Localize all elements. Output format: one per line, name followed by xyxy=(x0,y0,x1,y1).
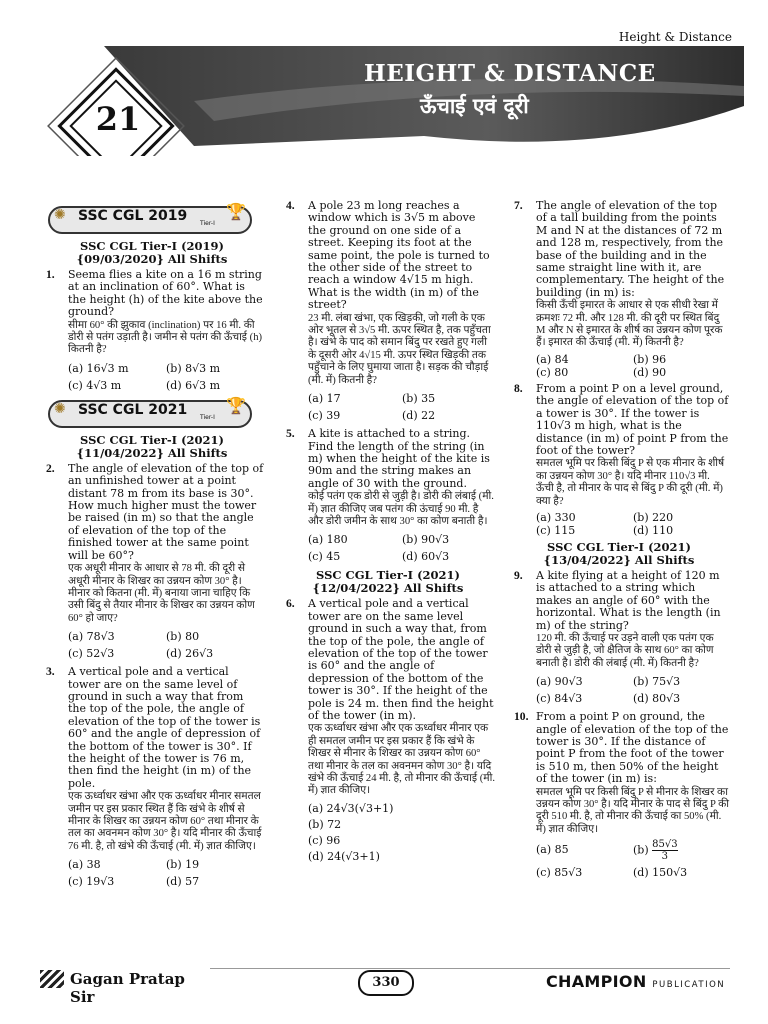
options xyxy=(536,673,730,707)
question-text-hi: किसी ऊँची इमारत के आधार से एक सीधी रेखा में क्रमशः 72 मी. और 128 मी. की दूरी पर स्थित बिंदु M और N से इमारत के शीर्ष का उन्नयन कोण पूरक हैं। इमारत की ऊँचाई (मी. में) कितनी है? xyxy=(536,300,723,349)
badge-label: SSC CGL 2019 xyxy=(78,208,188,224)
page-number: 330 xyxy=(358,970,414,996)
option-a: (a) 17 xyxy=(308,392,341,406)
option-b: (b) 72 xyxy=(308,817,342,831)
option-b: (b) 96 xyxy=(633,352,667,366)
question-text-hi: कोई पतंग एक डोरी से जुड़ी है। डोरी की लंबाई (मी. में) ज्ञात कीजिए जब पतंग की ऊंचाई 90 मी. है और डोरी जमीन के साथ 30° का कोण बनाती है। xyxy=(308,491,494,527)
option-c: (c) 115 xyxy=(536,523,576,537)
question-text-en: From a point P on a level ground, the angle of elevation of the top of a tower is 30°. If the tower is 110√3 m high, what is the distance (in m) of point P from the foot of the tower? xyxy=(536,381,729,457)
question-1 xyxy=(40,269,264,394)
question-text-en: A kite is attached to a string. Find the length of the string (in m) when the height of the kite is 90m and the string makes an angle of 30 with the ground. xyxy=(308,427,490,490)
option-b: (b) 8√3 m xyxy=(166,361,221,375)
question-3 xyxy=(40,666,264,890)
option-b: (b) 35 xyxy=(402,392,436,406)
options xyxy=(68,628,264,662)
column-1 xyxy=(40,200,264,894)
shift-heading: SSC CGL Tier-I (2021) {13/04/2022} All Shifts xyxy=(543,539,695,567)
question-10 xyxy=(508,711,730,884)
badge-tier: Tier-I xyxy=(200,220,215,227)
question-text-en: From a point P on ground, the angle of elevation of the top of the tower is 30°. If the distance of point P from the foot of the tower is 510 m, then 50% of the height of the tower (in m) is: xyxy=(536,710,729,786)
question-text-hi: 120 मी. की ऊँचाई पर उड़ने वाली एक पतंग एक डोरी से जुड़ी है, जो क्षैतिज के साथ 60° का कोण बनाती है। डोरी की लंबाई (मी. में) कितनी है? xyxy=(536,632,714,669)
option-c: (c) 96 xyxy=(308,833,341,847)
option-c: (c) 84√3 xyxy=(536,692,583,706)
question-text-en: A vertical pole and a vertical tower are on the same level ground in such a way that, from the top of the pole, the angle of elevation of the top of the tower is 60° and the angle of depression of the bottom of the tower is 30°. If the height of the pole is 24 m. then find the height of the tower (in m). xyxy=(308,597,494,722)
question-text-en: The angle of elevation of the top of a tall building from the points M and N at the distances of 72 m and 128 m, respectively, from the base of the building and in the same straight line with it, are complementary. The height of the building (in m) is: xyxy=(536,199,725,299)
option-a: (a) 16√3 m xyxy=(68,361,129,375)
question-text-en: A kite flying at a height of 120 m is attached to a string which makes an angle of 60° with the horizontal. What is the length (in m) of the string? xyxy=(536,568,721,632)
trophy-icon: 🏆 xyxy=(226,204,246,221)
question-number: 4. xyxy=(286,199,295,212)
question-text-hi: सीमा 60° की झुकाव (inclination) पर 16 मी. की डोरी से पतंग उड़ाती है। जमीन से पतंग की ऊँचाई (h) कितनी है? xyxy=(68,319,263,356)
question-number: 3. xyxy=(46,665,55,679)
publisher-sub: PUBLICATION xyxy=(652,980,726,990)
question-text-en: Seema flies a kite on a 16 m string at an inclination of 60°. What is the height (h) of the kite above the ground? xyxy=(68,268,263,319)
chapter-title-hi: ऊँचाई एवं दूरी xyxy=(420,94,529,118)
seal-icon: ✺ xyxy=(54,208,66,223)
option-a: (a) 180 xyxy=(308,533,348,547)
option-a: (a) 330 xyxy=(536,510,576,524)
question-number: 2. xyxy=(46,461,55,475)
shift-heading: SSC CGL Tier-I (2019) {09/03/2020} All Shifts xyxy=(76,239,228,266)
options xyxy=(68,856,264,890)
option-a: (a) 90√3 xyxy=(536,675,583,689)
options xyxy=(536,839,730,884)
option-a: (a) 85 xyxy=(536,843,569,857)
question-4 xyxy=(280,200,496,424)
option-a: (a) 78√3 xyxy=(68,630,115,644)
option-c: (c) 39 xyxy=(308,409,341,423)
chapter-number: 21 xyxy=(95,100,141,138)
option-d: (d) 26√3 xyxy=(166,647,214,661)
option-b: (b) 90√3 xyxy=(402,533,450,547)
option-a: (a) 24√3(√3+1) xyxy=(308,801,394,815)
seal-icon: ✺ xyxy=(54,401,66,417)
option-b: (b) 75√3 xyxy=(633,675,681,689)
question-text-hi: एक ऊर्ध्वाधर खंभा और एक ऊर्ध्वाधर मीनार एक ही समतल जमीन पर इस प्रकार हैं कि खंभे के शिखर से मीनार के शिखर का उन्नयन कोण 60° तथा मीनार के तल का अवनमन कोण 30° है। यदि खंभे की ऊँचाई 24 मी. है, तो मीनार की ऊँचाई (मी. में) ज्ञात कीजिए। xyxy=(308,723,495,797)
option-a: (a) 38 xyxy=(68,858,101,872)
option-d: (d) 24(√3+1) xyxy=(308,849,380,863)
option-d: (d) 90 xyxy=(633,365,667,379)
option-b-label: (b) xyxy=(633,843,649,857)
question-number: 5. xyxy=(286,427,295,441)
question-number: 9. xyxy=(514,568,523,582)
publisher-name: CHAMPION xyxy=(546,972,647,991)
shift-heading: SSC CGL Tier-I (2021) {11/04/2022} All Shifts xyxy=(76,432,228,460)
option-d: (d) 22 xyxy=(402,409,436,423)
option-b-fraction xyxy=(652,839,677,862)
options xyxy=(308,531,496,565)
options xyxy=(308,801,496,865)
options xyxy=(308,390,496,424)
options xyxy=(536,511,730,537)
question-6 xyxy=(280,598,496,865)
question-number: 1. xyxy=(46,268,55,281)
question-2 xyxy=(40,463,264,662)
question-5 xyxy=(280,428,496,565)
question-8 xyxy=(508,383,730,537)
publisher-logo xyxy=(546,972,725,991)
question-text-en: A pole 23 m long reaches a window which is 3√5 m above the ground on one side of a street. Keeping its foot at the same point, the pole is turned to the other side of the street to reach a window 4√15 m high. What is the width (in m) of the street? xyxy=(308,199,490,312)
fraction-denominator: 3 xyxy=(661,851,669,863)
question-text-hi: एक अधूरी मीनार के आधार से 78 मी. की दूरी से अधूरी मीनार के शिखर का उन्नयन कोण 30° है। मीनार को कितना (मी. में) बनाया जाना चाहिए कि उसी बिंदु से तैयार मीनार के शिखर का उन्नयन कोण 60° हो जाए? xyxy=(68,563,255,624)
trophy-icon: 🏆 xyxy=(226,397,246,415)
option-d: (d) 110 xyxy=(633,523,674,537)
question-number: 10. xyxy=(514,710,529,724)
question-text-hi: समतल भूमि पर किसी बिंदु P से मीनार के शिखर का उन्नयन कोण 30° है। यदि मीनार के पाद से बिंदु P की दूरी 510 मी. है, तो मीनार की ऊँचाई का 50% (मी. में) ज्ञात कीजिए। xyxy=(536,786,730,835)
option-d: (d) 80√3 xyxy=(633,692,681,706)
badge-tier: Tier-I xyxy=(200,413,215,421)
option-b: (b) 220 xyxy=(633,510,674,524)
shift-heading: SSC CGL Tier-I (2021) {12/04/2022} All Shifts xyxy=(312,568,464,596)
option-d: (d) 57 xyxy=(166,875,200,889)
options xyxy=(68,360,264,394)
author-tag xyxy=(40,968,210,1006)
section-badge-cgl2021 xyxy=(40,398,264,428)
option-c: (c) 52√3 xyxy=(68,647,115,661)
option-d: (d) 6√3 m xyxy=(166,378,221,392)
badge-label: SSC CGL 2021 xyxy=(78,401,188,418)
option-d: (d) 150√3 xyxy=(633,866,688,880)
question-number: 6. xyxy=(286,597,295,611)
fraction-numerator: 85√3 xyxy=(652,839,678,851)
option-b xyxy=(633,839,730,862)
question-text-en: A vertical pole and a vertical tower are on the same level of ground in such a way that from the top of the pole, the angle of elevation of the top of the tower is 60° and the angle of depression of the bottom of the tower is 30°. If the height of the tower is 76 m, then find the height (in m) of the pole. xyxy=(68,665,261,790)
chapter-title-en: HEIGHT & DISTANCE xyxy=(364,60,656,87)
column-3 xyxy=(508,200,730,888)
question-text-hi: एक ऊर्ध्वाधर खंभा और एक ऊर्ध्वाधर मीनार समतल जमीन पर इस प्रकार स्थित हैं कि खंभे के शीर्ष से मीनार के शिखर का उन्नयन कोण 60° तथा मीनार के तल का अवनमन कोण 30° है। यदि मीनार की ऊँचाई 76 मी. है, तो खंभे की ऊँचाई (मी. में) ज्ञात कीजिए। xyxy=(68,791,262,852)
question-9 xyxy=(508,570,730,707)
question-number: 7. xyxy=(514,199,523,212)
option-c: (c) 80 xyxy=(536,365,569,379)
section-badge-cgl2019 xyxy=(40,204,264,234)
option-c: (c) 45 xyxy=(308,550,341,564)
option-c: (c) 4√3 m xyxy=(68,378,122,392)
option-c: (c) 19√3 xyxy=(68,875,115,889)
question-text-hi: 23 मी. लंबा खंभा, एक खिड़की, जो गली के एक ओर भूतल से 3√5 मी. ऊपर स्थित है, तक पहुँचता है। खंभे के पाद को समान बिंदु पर रखते हुए गली के दूसरी ओर 4√15 मी. ऊपर स्थित खिड़की तक पहुँचाने के लिए घुमाया जाता है। सड़क की चौड़ाई (मी. में) कितनी है? xyxy=(308,312,491,386)
options xyxy=(536,353,730,379)
option-d: (d) 60√3 xyxy=(402,550,450,564)
running-head: Height & Distance xyxy=(618,30,732,44)
option-b: (b) 19 xyxy=(166,858,200,872)
option-a: (a) 84 xyxy=(536,352,569,366)
author-name: Gagan Pratap Sir xyxy=(70,970,185,1006)
question-text-en: The angle of elevation of the top of an unfinished tower at a point distant 78 m from its base is 30°. How much higher must the tower be raised (in m) so that the angle of elevation of the top of the finished tower at the same point will be 60°? xyxy=(68,461,264,562)
question-text-hi: समतल भूमि पर किसी बिंदु P से एक मीनार के शीर्ष का उन्नयन कोण 30° है। यदि मीनार 110√3 मी. ऊँची है, तो मीनार के पाद से बिंदु P की दूरी (मी. में) क्या है? xyxy=(536,458,725,507)
option-b: (b) 80 xyxy=(166,630,200,644)
question-7 xyxy=(508,200,730,379)
question-number: 8. xyxy=(514,381,523,395)
author-stripes xyxy=(40,970,64,988)
column-2 xyxy=(280,200,496,869)
option-c: (c) 85√3 xyxy=(536,866,583,880)
